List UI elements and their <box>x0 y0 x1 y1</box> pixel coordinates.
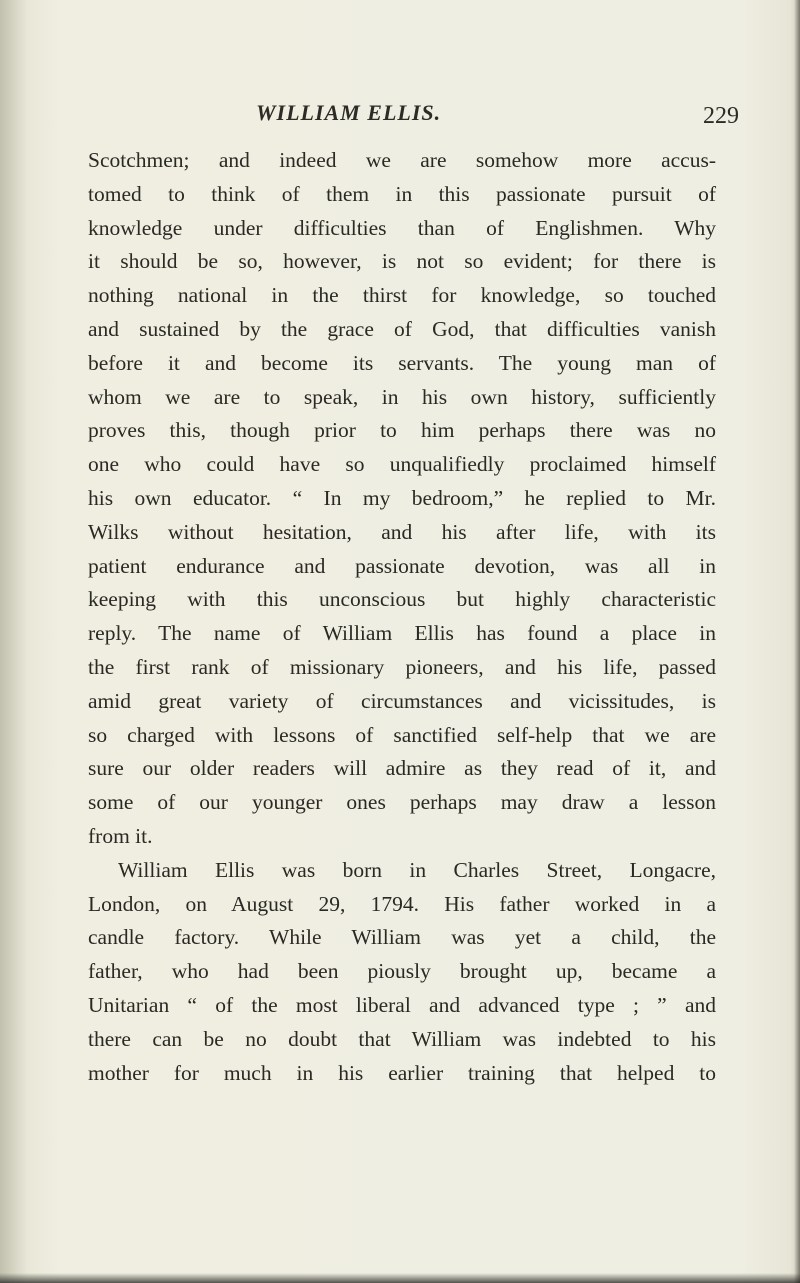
text-line: reply. The name of William Ellis has found a place in <box>88 621 716 646</box>
text-line: and sustained by the grace of God, that difficulties vanish <box>88 316 716 341</box>
text-line: it should be so, however, is not so evident; for there is <box>88 249 716 274</box>
text-line: patient endurance and passionate devotion, was all in <box>88 553 716 578</box>
paragraph-2 <box>88 854 716 1091</box>
gutter-shadow <box>0 0 28 1283</box>
text-line: the first rank of missionary pioneers, and his life, passed <box>88 654 716 679</box>
text-line: London, on August 29, 1794. His father worked in a <box>88 891 716 916</box>
text-line: William Ellis was born in Charles Street, Longacre, <box>118 857 716 882</box>
text-line: Wilks without hesitation, and his after life, with its <box>88 519 716 544</box>
text-line: amid great variety of circumstances and vicissitudes, is <box>88 688 716 713</box>
body-text <box>88 144 716 1090</box>
text-line: whom we are to speak, in his own history, sufficiently <box>88 384 716 409</box>
text-line: tomed to think of them in this passionate pursuit of <box>88 181 716 206</box>
text-line: sure our older readers will admire as they read of it, and <box>88 756 716 781</box>
text-line: his own educator. “ In my bedroom,” he replied to Mr. <box>88 485 716 510</box>
text-line: Unitarian “ of the most liberal and advanced type ; ” and <box>88 992 716 1017</box>
text-line: mother for much in his earlier training that helped to <box>88 1060 716 1085</box>
running-title: WILLIAM ELLIS. <box>256 100 442 125</box>
page-bottom-edge <box>0 1273 800 1283</box>
text-line: father, who had been piously brought up, became a <box>88 959 716 984</box>
text-line: knowledge under difficulties than of Englishmen. Why <box>88 215 716 240</box>
text-line: from it. <box>88 823 153 848</box>
text-line: nothing national in the thirst for knowledge, so touched <box>88 283 716 308</box>
text-line: there can be no doubt that William was indebted to his <box>88 1026 716 1051</box>
text-line: candle factory. While William was yet a child, the <box>88 925 716 950</box>
paragraph-1 <box>88 144 716 854</box>
text-line: some of our younger ones perhaps may draw a lesson <box>88 790 716 815</box>
text-line: one who could have so unqualifiedly proclaimed himself <box>88 452 716 477</box>
text-line: before it and become its servants. The young man of <box>88 350 716 375</box>
text-line: so charged with lessons of sanctified self-help that we are <box>88 722 716 747</box>
text-line: proves this, though prior to him perhaps there was no <box>88 418 716 443</box>
page-number: 229 <box>703 103 739 129</box>
text-line: keeping with this unconscious but highly characteristic <box>88 587 716 612</box>
page-right-edge <box>794 0 800 1283</box>
text-line: Scotchmen; and indeed we are somehow more accus- <box>88 148 716 172</box>
